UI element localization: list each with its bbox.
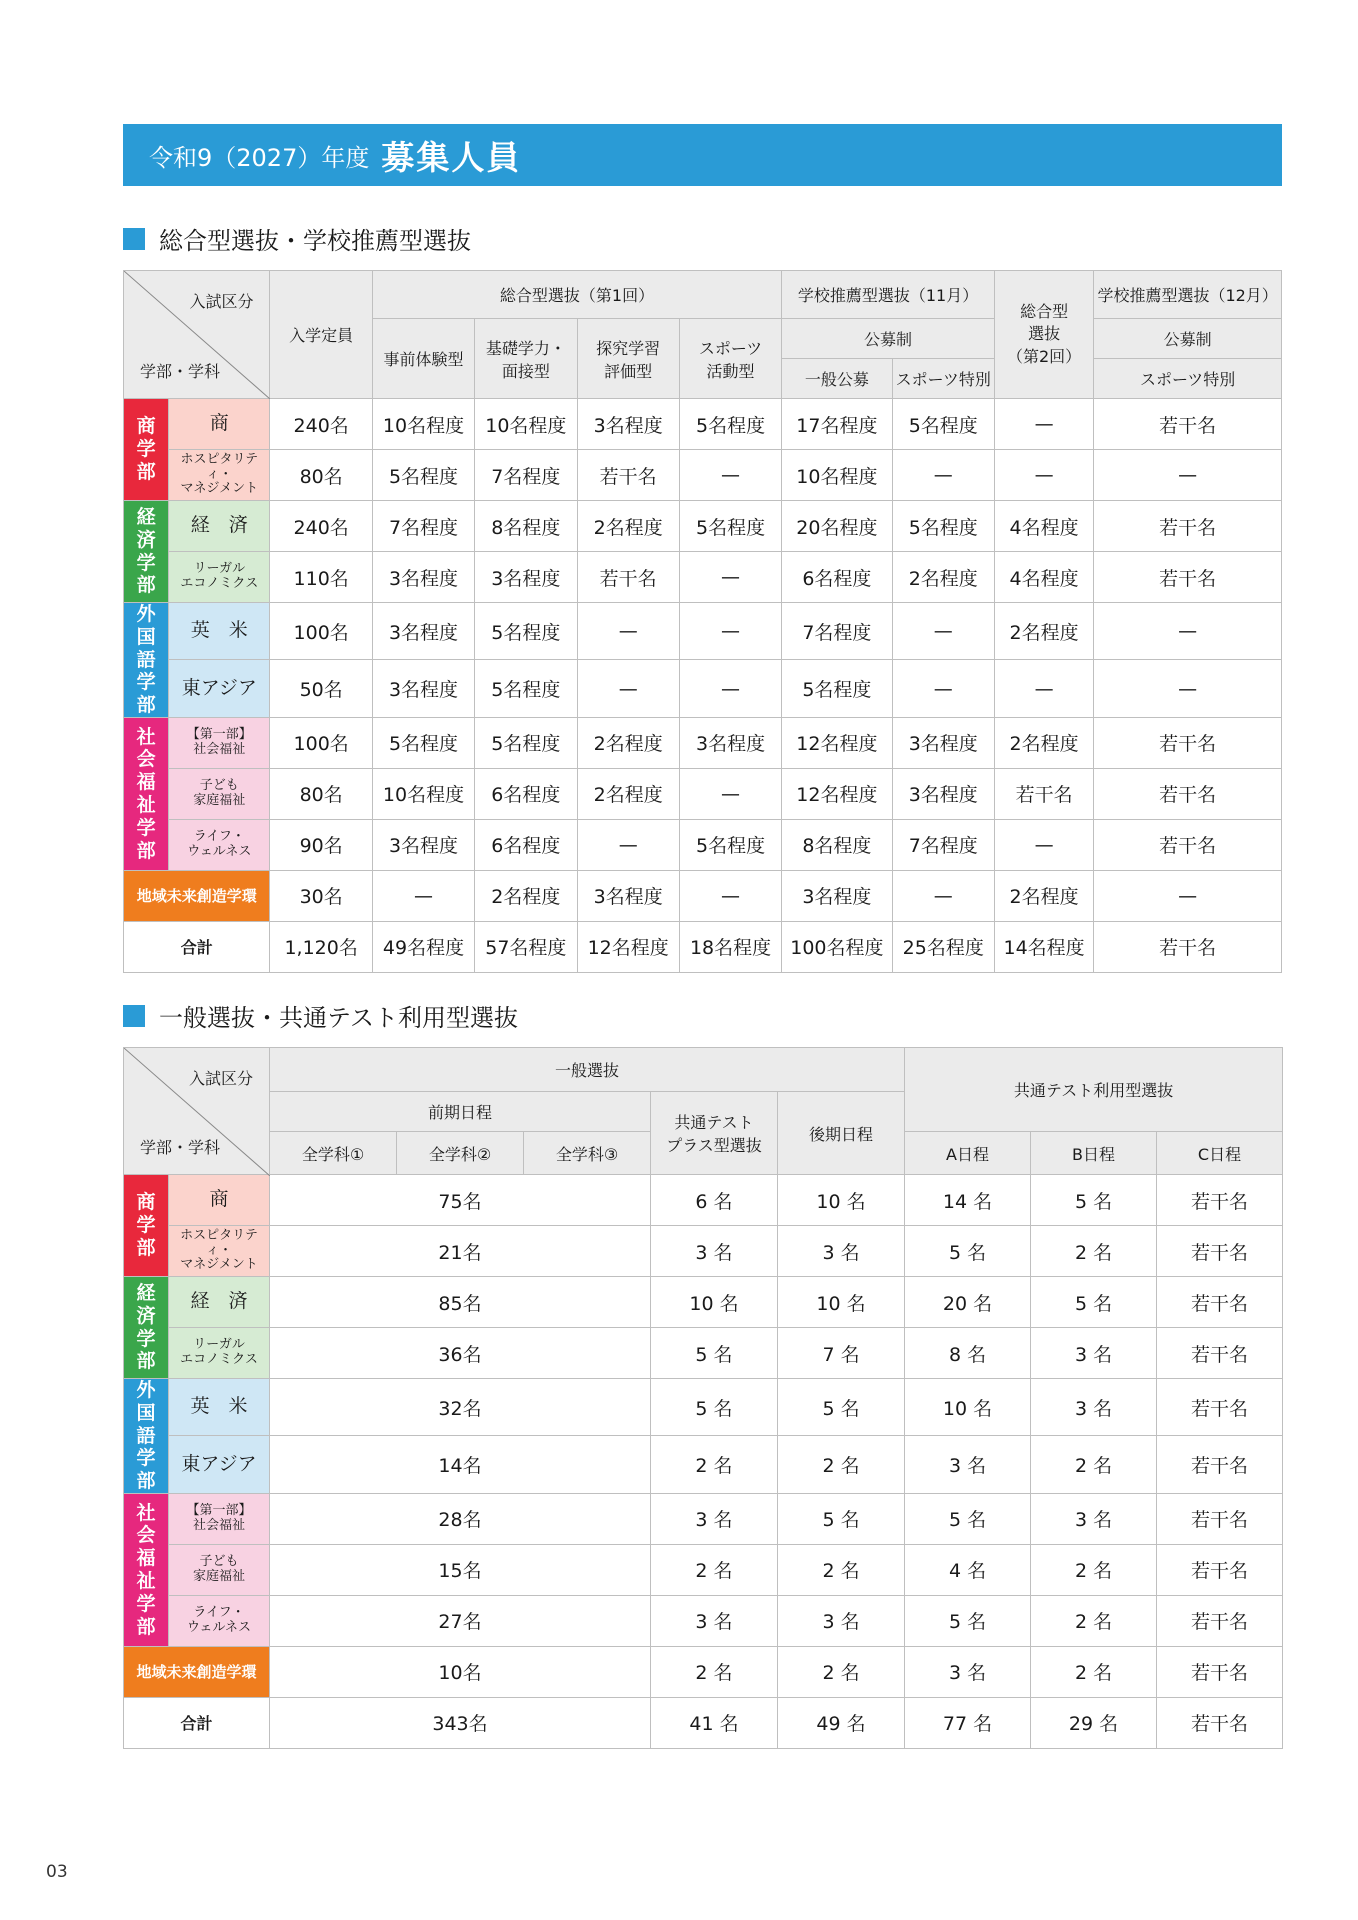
value-cell: 若干名 [577, 552, 679, 603]
value-cell: — [994, 450, 1093, 501]
value-cell: 20 名 [905, 1277, 1031, 1328]
header-col-sports12: スポーツ特別 [1094, 359, 1282, 399]
value-cell: 21名 [270, 1226, 651, 1277]
value-cell: 5名程度 [679, 819, 781, 870]
header-sogo2: 総合型 選抜 （第2回） [994, 271, 1093, 399]
value-cell: 5 名 [1031, 1175, 1157, 1226]
dept-cell: 経 済 [169, 1277, 270, 1328]
value-cell: 32名 [270, 1379, 651, 1436]
value-cell: 2 名 [651, 1544, 778, 1595]
value-cell: 240名 [270, 501, 372, 552]
value-cell: 3 名 [778, 1595, 905, 1646]
dept-cell: 東アジア [169, 660, 270, 718]
value-cell: 7名程度 [475, 450, 577, 501]
value-cell: 6 名 [651, 1175, 778, 1226]
value-cell: — [1094, 603, 1282, 660]
table-sogo-suisen [123, 270, 1282, 973]
value-cell: 2 名 [1031, 1544, 1157, 1595]
value-cell: 5名程度 [892, 501, 994, 552]
dept-cell: ホスピタリティ・ マネジメント [169, 450, 270, 501]
header-suisen12: 学校推薦型選抜（12月） [1094, 271, 1282, 319]
value-cell: 90名 [270, 819, 372, 870]
value-cell: 3名程度 [577, 870, 679, 921]
value-cell: 3名程度 [372, 603, 474, 660]
value-cell: 5名程度 [782, 660, 892, 718]
header-col-zen1: 全学科① [270, 1132, 397, 1175]
value-cell: 14 名 [905, 1175, 1031, 1226]
header-kyotsu: 共通テスト利用型選抜 [905, 1048, 1283, 1132]
value-cell: 30名 [270, 870, 372, 921]
value-cell: 20名程度 [782, 501, 892, 552]
value-cell: 10名程度 [372, 399, 474, 450]
value-cell: — [577, 603, 679, 660]
value-cell: 75名 [270, 1175, 651, 1226]
banner-title: 募集人員 [381, 137, 522, 177]
value-cell: 若干名 [1094, 552, 1282, 603]
value-cell: — [1094, 660, 1282, 718]
value-cell: — [679, 870, 781, 921]
value-cell: — [577, 660, 679, 718]
value-cell: 若干名 [1157, 1544, 1283, 1595]
value-cell: 5 名 [905, 1595, 1031, 1646]
value-cell: 3 名 [1031, 1328, 1157, 1379]
value-cell: 10名程度 [782, 450, 892, 501]
table-ippan-kyotsu [123, 1047, 1283, 1749]
value-cell: 5 名 [778, 1493, 905, 1544]
table-row [124, 603, 1282, 660]
value-cell: — [892, 870, 994, 921]
value-cell: 3 名 [778, 1226, 905, 1277]
value-cell: 若干名 [1094, 768, 1282, 819]
value-cell: 5 名 [651, 1379, 778, 1436]
dept-cell-chiiki: 地域未来創造学環 [124, 1646, 270, 1697]
value-cell: 2 名 [778, 1544, 905, 1595]
section-marker-icon [123, 1005, 145, 1027]
value-cell: 3 名 [1031, 1493, 1157, 1544]
table-row [124, 768, 1282, 819]
table-row [124, 501, 1282, 552]
value-cell: 17名程度 [782, 399, 892, 450]
value-cell: 10 名 [905, 1379, 1031, 1436]
faculty-cell: 経 済 学 部 [124, 501, 169, 603]
value-cell: 若干名 [1157, 1328, 1283, 1379]
value-cell: — [679, 660, 781, 718]
value-cell: 3 名 [1031, 1379, 1157, 1436]
value-cell: 若干名 [1157, 1277, 1283, 1328]
dept-cell: 商 [169, 399, 270, 450]
header-suisen11: 学校推薦型選抜（11月） [782, 271, 995, 319]
value-cell: 6名程度 [782, 552, 892, 603]
table-row [124, 717, 1282, 768]
header-col-sports: スポーツ 活動型 [679, 319, 781, 399]
total-cell: 12名程度 [577, 921, 679, 972]
total-cell: 1,120名 [270, 921, 372, 972]
faculty-cell: 社 会 福 祉 学 部 [124, 1493, 169, 1646]
value-cell: 3 名 [905, 1436, 1031, 1494]
table-row [124, 660, 1282, 718]
dept-cell: ライフ・ ウェルネス [169, 819, 270, 870]
header-corner [124, 271, 270, 399]
value-cell: — [994, 660, 1093, 718]
value-cell: 5名程度 [475, 717, 577, 768]
value-cell: 5名程度 [372, 450, 474, 501]
value-cell: — [892, 660, 994, 718]
dept-cell: リーガル エコノミクス [169, 1328, 270, 1379]
header-col-zen2: 全学科② [397, 1132, 524, 1175]
value-cell: 15名 [270, 1544, 651, 1595]
value-cell: 12名程度 [782, 717, 892, 768]
header-col-b: B日程 [1031, 1132, 1157, 1175]
table-row [124, 819, 1282, 870]
value-cell: 10名程度 [372, 768, 474, 819]
table-row [124, 1595, 1283, 1646]
corner-label-bottom: 学部・学科 [140, 362, 221, 381]
table-row [124, 399, 1282, 450]
total-cell: 49名程度 [372, 921, 474, 972]
value-cell: 10名程度 [475, 399, 577, 450]
value-cell: 10 名 [651, 1277, 778, 1328]
banner-year: 令和9（2027）年度 [149, 143, 370, 172]
value-cell: 3名程度 [372, 552, 474, 603]
dept-cell: 英 米 [169, 1379, 270, 1436]
total-cell: 29 名 [1031, 1697, 1157, 1748]
value-cell: 28名 [270, 1493, 651, 1544]
total-cell: 41 名 [651, 1697, 778, 1748]
value-cell: 27名 [270, 1595, 651, 1646]
value-cell: 110名 [270, 552, 372, 603]
value-cell: 3名程度 [372, 819, 474, 870]
value-cell: — [994, 819, 1093, 870]
value-cell: 3名程度 [892, 717, 994, 768]
value-cell: 5 名 [905, 1493, 1031, 1544]
value-cell: 5名程度 [475, 603, 577, 660]
table-row [124, 870, 1282, 921]
value-cell: 3 名 [651, 1595, 778, 1646]
page-number: 03 [46, 1862, 68, 1882]
table-row [124, 1175, 1283, 1226]
header-col-ippan: 一般公募 [782, 359, 892, 399]
faculty-cell: 商 学 部 [124, 1175, 169, 1277]
header-zenki: 前期日程 [270, 1092, 651, 1132]
dept-cell: ライフ・ ウェルネス [169, 1595, 270, 1646]
total-cell: 57名程度 [475, 921, 577, 972]
value-cell: 4名程度 [994, 501, 1093, 552]
header-plus: 共通テスト プラス型選抜 [651, 1092, 778, 1175]
header-col-kiso: 基礎学力・ 面接型 [475, 319, 577, 399]
total-cell: 343名 [270, 1697, 651, 1748]
total-cell: 若干名 [1094, 921, 1282, 972]
value-cell: 3 名 [905, 1646, 1031, 1697]
dept-cell: 子ども 家庭福祉 [169, 768, 270, 819]
section1-title: 総合型選抜・学校推薦型選抜 [159, 227, 471, 255]
value-cell: 2名程度 [994, 717, 1093, 768]
header-col-tankyu: 探究学習 評価型 [577, 319, 679, 399]
faculty-cell: 外 国 語 学 部 [124, 1379, 169, 1494]
header-ippan: 一般選抜 [270, 1048, 905, 1092]
value-cell: 2 名 [1031, 1436, 1157, 1494]
value-cell: 2 名 [778, 1436, 905, 1494]
value-cell: 5 名 [778, 1379, 905, 1436]
header-col-c: C日程 [1157, 1132, 1283, 1175]
table-row [124, 1436, 1283, 1494]
table-row [124, 1493, 1283, 1544]
value-cell: 2名程度 [892, 552, 994, 603]
value-cell: 10 名 [778, 1175, 905, 1226]
value-cell: 若干名 [1094, 501, 1282, 552]
value-cell: 5名程度 [475, 660, 577, 718]
total-cell: 25名程度 [892, 921, 994, 972]
header-koubo12: 公募制 [1094, 319, 1282, 359]
dept-cell: 経 済 [169, 501, 270, 552]
corner-label-bottom: 学部・学科 [140, 1138, 221, 1157]
value-cell: 若干名 [994, 768, 1093, 819]
value-cell: — [1094, 450, 1282, 501]
value-cell: 若干名 [1157, 1226, 1283, 1277]
value-cell: 7名程度 [892, 819, 994, 870]
dept-cell: 東アジア [169, 1436, 270, 1494]
value-cell: 若干名 [1157, 1379, 1283, 1436]
value-cell: 5名程度 [372, 717, 474, 768]
value-cell: 6名程度 [475, 768, 577, 819]
value-cell: 7名程度 [372, 501, 474, 552]
table-row [124, 1328, 1283, 1379]
value-cell: 7 名 [778, 1328, 905, 1379]
header-kouki: 後期日程 [778, 1092, 905, 1175]
header-corner [124, 1048, 270, 1175]
value-cell: 3名程度 [475, 552, 577, 603]
header-col-sports11: スポーツ特別 [892, 359, 994, 399]
header-koubo11: 公募制 [782, 319, 995, 359]
corner-label-top: 入試区分 [189, 292, 254, 311]
value-cell: 若干名 [1094, 819, 1282, 870]
value-cell: 3 名 [651, 1226, 778, 1277]
faculty-cell: 経 済 学 部 [124, 1277, 169, 1379]
value-cell: 2 名 [1031, 1595, 1157, 1646]
value-cell: 2 名 [651, 1436, 778, 1494]
value-cell: 若干名 [1157, 1646, 1283, 1697]
dept-cell: 英 米 [169, 603, 270, 660]
dept-cell: ホスピタリティ・ マネジメント [169, 1226, 270, 1277]
header-sogo1: 総合型選抜（第1回） [372, 271, 781, 319]
value-cell: 5名程度 [892, 399, 994, 450]
section-marker-icon [123, 228, 145, 250]
value-cell: 5 名 [905, 1226, 1031, 1277]
header-col-zen3: 全学科③ [524, 1132, 651, 1175]
section2-heading [123, 998, 518, 1033]
value-cell: 3名程度 [372, 660, 474, 718]
value-cell: 3名程度 [782, 870, 892, 921]
total-label: 合計 [124, 1697, 270, 1748]
dept-cell: 【第一部】 社会福祉 [169, 1493, 270, 1544]
table-row [124, 1226, 1283, 1277]
value-cell: 100名 [270, 717, 372, 768]
value-cell: 6名程度 [475, 819, 577, 870]
dept-cell: リーガル エコノミクス [169, 552, 270, 603]
value-cell: — [1094, 870, 1282, 921]
value-cell: 2 名 [651, 1646, 778, 1697]
value-cell: 14名 [270, 1436, 651, 1494]
value-cell: 8 名 [905, 1328, 1031, 1379]
value-cell: — [679, 603, 781, 660]
total-label: 合計 [124, 921, 270, 972]
total-cell: 14名程度 [994, 921, 1093, 972]
value-cell: 7名程度 [782, 603, 892, 660]
value-cell: 80名 [270, 450, 372, 501]
value-cell: 若干名 [1157, 1595, 1283, 1646]
value-cell: 若干名 [1157, 1493, 1283, 1544]
value-cell: 2名程度 [994, 603, 1093, 660]
value-cell: 5名程度 [679, 501, 781, 552]
section1-heading [123, 221, 471, 256]
value-cell: 240名 [270, 399, 372, 450]
value-cell: 若干名 [1094, 399, 1282, 450]
value-cell: — [892, 603, 994, 660]
value-cell: 2 名 [778, 1646, 905, 1697]
value-cell: 8名程度 [475, 501, 577, 552]
value-cell: 若干名 [1094, 717, 1282, 768]
value-cell: 8名程度 [782, 819, 892, 870]
table-row [124, 450, 1282, 501]
value-cell: 2名程度 [475, 870, 577, 921]
header-col-a: A日程 [905, 1132, 1031, 1175]
faculty-cell: 社 会 福 祉 学 部 [124, 717, 169, 870]
value-cell: 3 名 [651, 1493, 778, 1544]
table-row [124, 1277, 1283, 1328]
total-cell: 49 名 [778, 1697, 905, 1748]
section2-title: 一般選抜・共通テスト利用型選抜 [159, 1004, 519, 1032]
value-cell: 2名程度 [577, 501, 679, 552]
value-cell: 2名程度 [577, 717, 679, 768]
total-cell: 77 名 [905, 1697, 1031, 1748]
value-cell: 36名 [270, 1328, 651, 1379]
value-cell: 5 名 [1031, 1277, 1157, 1328]
value-cell: 2名程度 [577, 768, 679, 819]
value-cell: 4 名 [905, 1544, 1031, 1595]
value-cell: 若干名 [1157, 1436, 1283, 1494]
value-cell: 若干名 [1157, 1175, 1283, 1226]
total-cell: 若干名 [1157, 1697, 1283, 1748]
total-cell: 100名程度 [782, 921, 892, 972]
table-row [124, 1646, 1283, 1697]
value-cell: 2 名 [1031, 1646, 1157, 1697]
dept-cell: 【第一部】 社会福祉 [169, 717, 270, 768]
total-cell: 18名程度 [679, 921, 781, 972]
value-cell: — [577, 819, 679, 870]
value-cell: — [679, 768, 781, 819]
dept-cell: 商 [169, 1175, 270, 1226]
value-cell: 若干名 [577, 450, 679, 501]
table-row [124, 552, 1282, 603]
value-cell: 3名程度 [679, 717, 781, 768]
value-cell: 80名 [270, 768, 372, 819]
value-cell: 12名程度 [782, 768, 892, 819]
value-cell: 5名程度 [679, 399, 781, 450]
value-cell: — [892, 450, 994, 501]
value-cell: 10名 [270, 1646, 651, 1697]
corner-label-top: 入試区分 [188, 1069, 253, 1088]
page-banner [123, 124, 1282, 186]
dept-cell-chiiki: 地域未来創造学環 [124, 870, 270, 921]
value-cell: — [994, 399, 1093, 450]
total-row [124, 921, 1282, 972]
header-col-jizen: 事前体験型 [372, 319, 474, 399]
value-cell: 50名 [270, 660, 372, 718]
table-row [124, 1379, 1283, 1436]
total-row [124, 1697, 1283, 1748]
value-cell: — [679, 450, 781, 501]
value-cell: 3名程度 [577, 399, 679, 450]
header-capacity: 入学定員 [270, 271, 372, 399]
value-cell: 5 名 [651, 1328, 778, 1379]
table-row [124, 1544, 1283, 1595]
faculty-cell: 外 国 語 学 部 [124, 603, 169, 718]
value-cell: 10 名 [778, 1277, 905, 1328]
value-cell: — [372, 870, 474, 921]
value-cell: 85名 [270, 1277, 651, 1328]
value-cell: 2 名 [1031, 1226, 1157, 1277]
value-cell: 2名程度 [994, 870, 1093, 921]
value-cell: 100名 [270, 603, 372, 660]
value-cell: 3名程度 [892, 768, 994, 819]
value-cell: — [679, 552, 781, 603]
dept-cell: 子ども 家庭福祉 [169, 1544, 270, 1595]
faculty-cell: 商 学 部 [124, 399, 169, 501]
value-cell: 4名程度 [994, 552, 1093, 603]
